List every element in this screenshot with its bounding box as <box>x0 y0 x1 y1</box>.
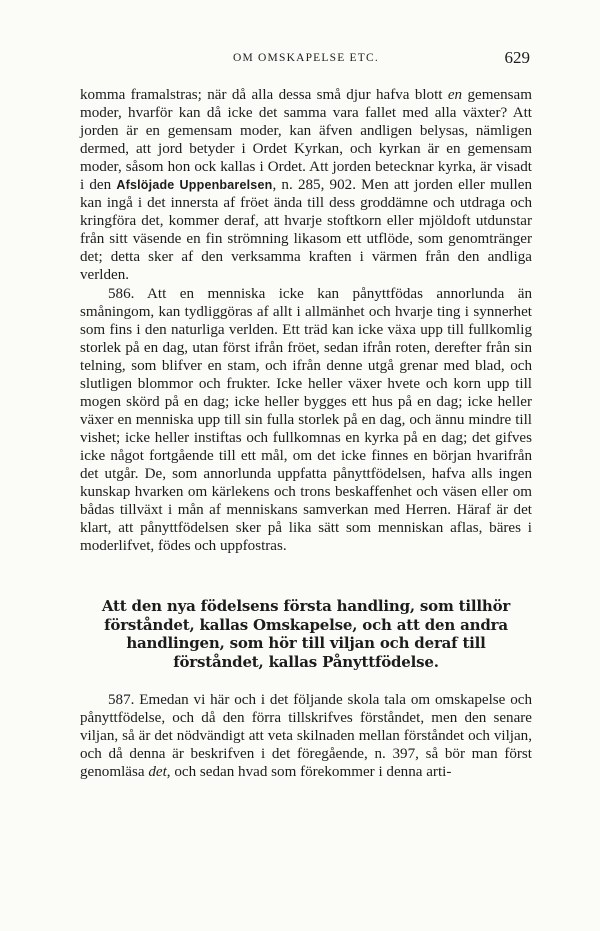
italic-word: det <box>148 764 167 781</box>
paragraph-continued <box>80 86 532 285</box>
book-page <box>80 48 532 781</box>
paragraph-587 <box>80 691 532 781</box>
italic-word: en <box>447 87 463 103</box>
section-heading: Att den nya födelsens första handling, som tillhör förståndet, kallas Omskapelse, och att den andra handlingen, som hör till viljan och deraf till förståndet, kallas Pånyttfödelse. <box>101 597 511 671</box>
paragraph-text: 587. Emedan vi här och i det följande skola tala om omskapelse och pånyttfödelse, och då den förra tillskrifves förståndet, men den senare viljan, så är det nödvändigt att veta skilnaden mellan förståndet och viljan, och då denna är beskrifven i det föregående, n. 397, så bör man först genomläsa <box>80 692 532 781</box>
paragraph-text: komma framalstras; när då alla dessa små djur hafva blott <box>80 87 448 103</box>
text-block-top <box>80 86 532 555</box>
paragraph-text: , n. 285, 902. Men att jorden eller mullen kan ingå i det innersta af fröet ända till dess groddämne och utdraga och kringföra det, kommer deraf, att hvarje stoftkorn eller mjöldoft utdunstar från sitt väsende en fin strömning likasom ett utflöde, som genomtränger det; detta sker af den verksamma kraften i värmen från den andliga verlden. <box>80 177 532 284</box>
paragraph-text: gemensam moder, hvarför kan då icke det samma vara fallet med alla växter? Att jorden är en gemensam moder, kan äfven andligen belysas, nämligen dermed, att jord betyder i Ordet Kyrkan, och kyrkan är en gemensam moder, såsom hon ock kallas i Ordet. Att jorden betecknar kyrka, är visadt i den <box>80 87 532 194</box>
paragraph-586: 586. Att en menniska icke kan pånyttfödas annorlunda än småningom, kan tydliggöras af allt i allmänhet och hvarje ting i synnerhet som fins i den naturliga verlden. Ett träd kan icke växa upp till fullkomlig storlek på en dag, utan först ifrån fröet, sedan ifrån roten, derefter från sin telning, som blifver en stam, och ifrån denne utgå grenar med blad, och slutligen blommor och frukter. Icke heller växer hvete och korn upp till mogen skörd på en dag; icke heller bygges ett hus på en dag; icke heller växer en menniska upp till sin fulla storlek på en dag, och ännu mindre till vishet; icke heller instiftas och fullkomnas en kyrka på en dag; det gifves icke något fortgående till ett mål, om det icke finnes en början hvarifrån det utgår. De, som annorlunda uppfatta pånyttfödelsen, hafva alls ingen kunskap hvarken om kärlekens och trons beskaffenhet och väsen eller om bådas tillväxt i mån af menniskans samverkan med Herren. Häraf är det klart, att pånyttfödelsen sker på lika sätt som menniskan aflas, bäres i moderlifvet, födes och uppfostras. <box>80 285 532 555</box>
running-head <box>80 48 532 70</box>
page-number: 629 <box>504 48 530 67</box>
book-title-reference: Afslöjade Uppenbarelsen <box>116 178 273 193</box>
text-block-bottom <box>80 691 532 781</box>
running-title: OM OMSKAPELSE ETC. <box>233 52 379 64</box>
paragraph-text: , och sedan hvad som förekommer i denna arti- <box>166 764 452 781</box>
